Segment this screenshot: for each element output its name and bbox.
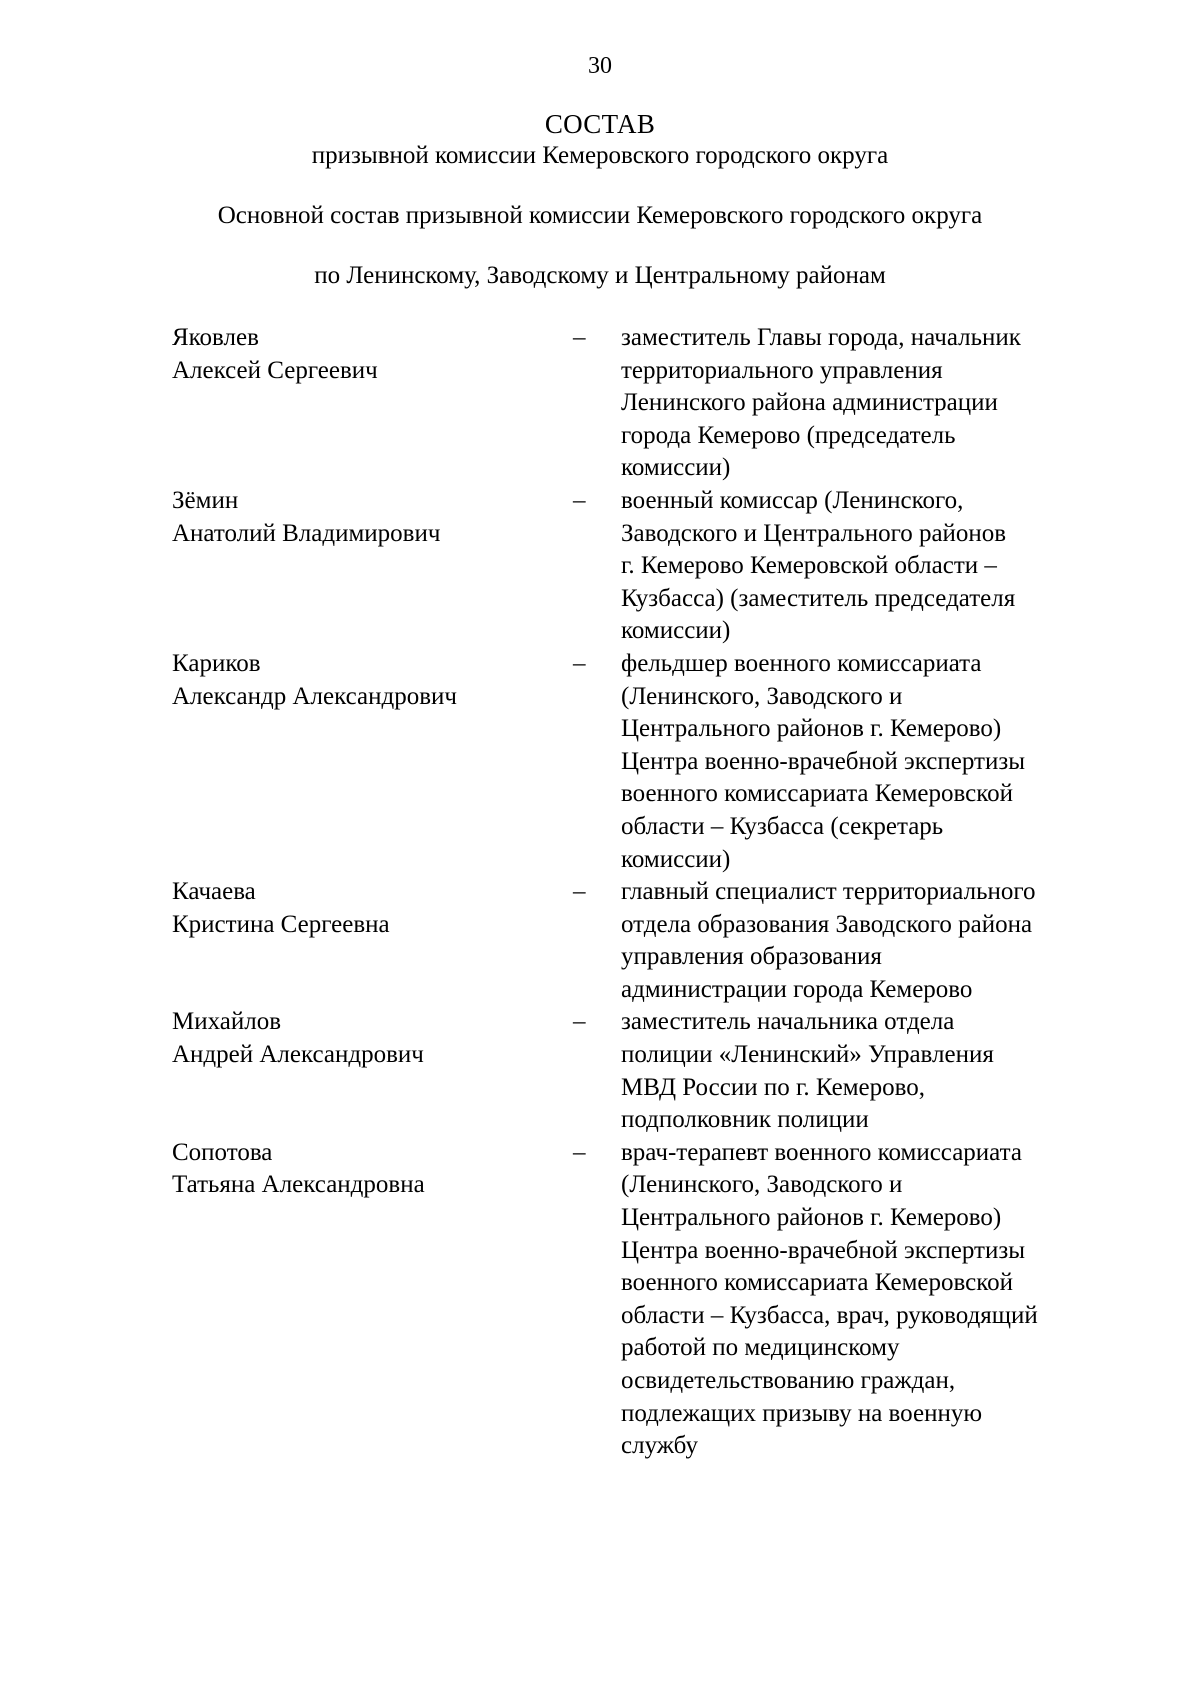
member-name: Кариков Александр Александрович [172,649,457,710]
member-entry [172,1006,1112,1136]
section-title: Основной состав призывной комиссии Кемеровского городского округа [217,202,983,229]
section-subtitle: по Ленинскому, Заводскому и Центральному районам [314,262,886,289]
member-position: главный специалист территориального отдела образования Заводского района управления образования администрации города Кемерово [621,878,1036,1003]
member-entry [172,648,1112,876]
member-position: фельдшер военного комиссариата (Ленинского, Заводского и Центрального районов г. Кемерово) Центра военно-врачебной экспертизы военного комиссариата Кемеровской области – Кузбасса (секретарь комиссии) [621,649,1025,873]
member-dash: – [573,324,586,351]
member-dash: – [573,649,586,677]
member-entry [172,1137,1112,1463]
member-name: Михайлов Андрей Александрович [172,1008,424,1069]
member-name: Сопотова Татьяна Александровна [172,1138,425,1199]
member-position: врач-терапевт военного комиссариата (Ленинского, Заводского и Центрального районов г. Кемерово) Центра военно-врачебной экспертизы военного комиссариата Кемеровской области – Кузбасса, врач, руководящий работой по медицинскому освидетельствованию граждан, подлежащих призыву на военную службу [621,1138,1038,1460]
member-position: заместитель Главы города, начальник территориального управления Ленинского района администрации города Кемерово (председатель комиссии) [621,324,1021,482]
page-number: 30 [588,53,612,79]
member-position: военный комиссар (Ленинского, Заводского и Центрального районов г. Кемерово Кемеровской области – Кузбасса) (заместитель председателя комиссии) [621,486,1016,645]
member-entry [172,876,1112,1006]
member-dash: – [573,878,586,906]
member-dash: – [573,1138,586,1166]
document-subtitle: призывной комиссии Кемеровского городского округа [311,142,889,169]
member-name: Качаева Кристина Сергеевна [172,878,390,938]
member-name: Яковлев Алексей Сергеевич [172,324,378,384]
member-dash: – [573,486,586,514]
member-name: Зёмин Анатолий Владимирович [172,486,441,547]
member-entry [172,485,1112,648]
member-dash: – [573,1008,586,1036]
member-position: заместитель начальника отдела полиции «Ленинский» Управления МВД России по г. Кемерово, подполковник полиции [621,1008,994,1134]
document-title: СОСТАВ [544,109,656,139]
members-list [172,322,1112,1463]
member-entry [172,322,1112,485]
